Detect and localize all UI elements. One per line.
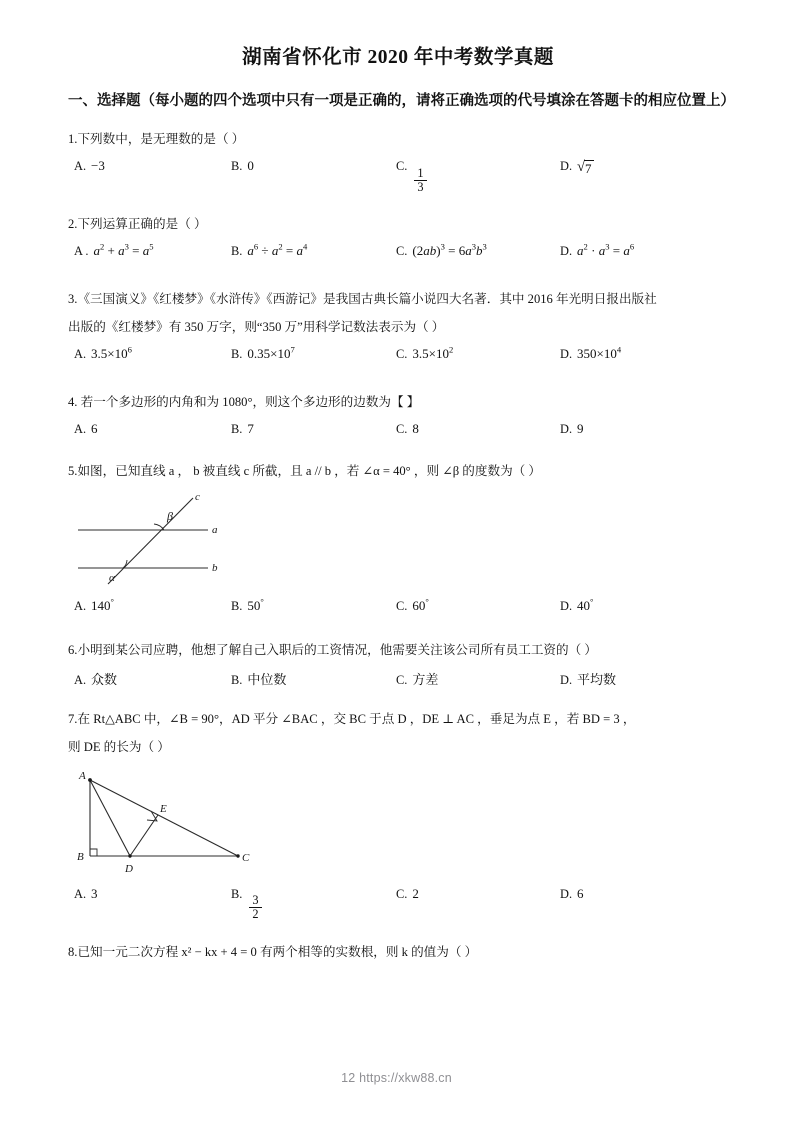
option-label: B. (231, 599, 243, 614)
option-value: 7 (247, 420, 254, 436)
question-8-stem: 8.已知一元二次方程 x² − kx + 4 = 0 有两个相等的实数根，则 k 的值为（ ） (68, 944, 478, 959)
option-value: 3 (91, 885, 98, 901)
option-value: $a^2 + a^3 = a^5$ (93, 242, 154, 259)
label-c-vertex: C (242, 851, 250, 864)
option-value: $350\times 10^4$ (577, 344, 622, 361)
parallel-lines-transversal-diagram (68, 488, 318, 588)
question-4-option-c[interactable] (396, 421, 419, 437)
question-2-stem: 2.下列运算正确的是（ ） (68, 217, 207, 232)
right-triangle-abc-diagram (68, 768, 318, 878)
line-c (108, 498, 193, 584)
page-content (68, 44, 735, 965)
option-label: B. (231, 421, 243, 436)
question-4-option-b[interactable] (231, 421, 254, 437)
option-label: B. (231, 159, 243, 174)
option-label: B. (231, 244, 243, 259)
option-label: D. (560, 673, 573, 688)
question-3-option-a[interactable] (74, 346, 132, 362)
option-value: 0 (247, 158, 254, 174)
question-7-option-b[interactable] (231, 886, 264, 922)
option-label: B. (231, 886, 243, 901)
question-7-option-c[interactable] (396, 886, 419, 902)
label-c: c (195, 491, 200, 504)
question-4-options (68, 421, 728, 449)
question-5-stem: 5.如图，已知直线 a ， b 被直线 c 所截，且 a // b ，若 ∠α = 40° ，则 ∠β 的度数为（ ） (68, 463, 542, 478)
vertex-dot-c (236, 854, 239, 857)
question-6-option-a[interactable] (74, 669, 117, 688)
question-1-options (68, 158, 728, 202)
question-5-option-b[interactable] (231, 598, 264, 614)
option-value: $3.5\times 10^6$ (91, 344, 132, 361)
question-5-option-a[interactable] (74, 598, 114, 614)
question-3-option-d[interactable] (560, 346, 621, 362)
label-a: a (212, 524, 218, 537)
vertex-dot-d (128, 854, 131, 857)
question-1-stem: 1.下列数中，是无理数的是（ ） (68, 132, 245, 147)
question-3-option-c[interactable] (396, 346, 453, 362)
question-7-stem-line-1: 7.在 Rt△ABC 中，∠B = 90°，AD 平分 ∠BAC ，交 BC 于点 D ，DE ⊥ AC ，垂足为点 E ，若 BD = 3 ， (68, 712, 636, 727)
question-5-option-d[interactable] (560, 598, 593, 614)
question-7-option-d[interactable] (560, 886, 584, 902)
label-beta: β (167, 509, 173, 524)
option-value: $\frac{3}{2}$ (247, 886, 263, 922)
question-5-options (68, 598, 728, 628)
option-label: D. (560, 244, 573, 259)
question-5-option-c[interactable] (396, 598, 429, 614)
label-d-vertex: D (125, 862, 133, 875)
option-label: A. (74, 673, 87, 688)
question-6-option-b[interactable] (231, 669, 286, 688)
right-angle-mark-b (90, 849, 97, 856)
option-label: C. (396, 159, 408, 174)
question-6-options (68, 669, 728, 697)
question-3-option-b[interactable] (231, 346, 295, 362)
question-1-option-a[interactable] (74, 158, 105, 174)
question-4-option-d[interactable] (560, 421, 584, 437)
option-value: $a^2 \cdot a^3 = a^6$ (577, 242, 635, 259)
page-title: 湖南省怀化市 2020 年中考数学真题 (242, 47, 554, 68)
segment-ad (90, 780, 130, 856)
page-footer: 12 https://xkw88.cn (341, 1071, 452, 1085)
option-value: 平均数 (577, 672, 617, 688)
option-value: 50° (247, 596, 264, 614)
option-value: −3 (91, 158, 105, 174)
question-2-option-d[interactable] (560, 243, 634, 259)
option-value: $\frac{1}{3}$ (412, 158, 428, 194)
option-value: $a^6 \div a^2 = a^4$ (247, 242, 308, 259)
option-label: C. (396, 421, 408, 436)
question-2-option-c[interactable] (396, 243, 487, 259)
option-label: D. (560, 346, 573, 361)
option-value: 6 (91, 420, 98, 436)
option-label: C. (396, 886, 408, 901)
option-value: √ 7 (577, 158, 592, 176)
segment-ac (90, 780, 238, 856)
option-label: B. (231, 673, 243, 688)
section-heading: 一、选择题（每小题的四个选项中只有一项是正确的，请将正确选项的代号填涂在答题卡的相应位置上） (68, 93, 735, 110)
label-e-vertex: E (160, 802, 167, 815)
option-value: 40° (577, 596, 594, 614)
question-2-options (68, 243, 728, 277)
option-label: A. (74, 421, 87, 436)
option-value: $0.35\times 10^7$ (247, 344, 295, 361)
question-4-stem: 4. 若一个多边形的内角和为 1080°，则这个多边形的边数为【 】 (68, 394, 420, 409)
option-value: $(2ab)^3 = 6a^3b^3$ (412, 242, 487, 259)
question-7-options (68, 886, 728, 930)
option-value: 众数 (91, 672, 118, 688)
option-value: 9 (577, 420, 584, 436)
option-label: B. (231, 346, 243, 361)
option-value: 8 (412, 420, 419, 436)
question-3-options (68, 346, 728, 380)
option-value: 140° (91, 596, 114, 614)
option-value: 60° (412, 596, 429, 614)
option-label: C. (396, 599, 408, 614)
label-b: b (212, 562, 218, 575)
question-1-option-c[interactable] (396, 158, 429, 194)
option-label: D. (560, 886, 573, 901)
option-label: A. (74, 346, 87, 361)
option-value: 2 (412, 885, 419, 901)
label-b-vertex: B (77, 850, 84, 863)
option-label: D. (560, 421, 573, 436)
question-2-option-b[interactable] (231, 243, 307, 259)
segment-de (130, 815, 158, 856)
question-7-option-a[interactable] (74, 886, 98, 902)
vertex-dot-a (88, 778, 92, 782)
question-7-stem-line-2: 则 DE 的长为（ ） (68, 739, 170, 754)
question-1-option-b[interactable] (231, 158, 254, 174)
question-6-option-c[interactable] (396, 669, 438, 688)
question-1-option-d[interactable] (560, 158, 594, 176)
option-value: $3.5\times 10^2$ (412, 344, 454, 361)
option-value: 中位数 (247, 672, 287, 688)
question-3-stem-line-1: 3.《三国演义》《红楼梦》《水浒传》《西游记》是我国古典长篇小说四大名著．其中 2016 年光明日报出版社 (68, 292, 657, 307)
question-7-figure (68, 768, 728, 878)
option-label: A. (74, 159, 87, 174)
option-label: A. (74, 886, 87, 901)
option-label: C. (396, 346, 408, 361)
option-label: A . (74, 244, 89, 259)
option-label: C. (396, 244, 408, 259)
question-6-option-d[interactable] (560, 669, 616, 688)
option-value: 方差 (412, 672, 439, 688)
option-label: C. (396, 673, 408, 688)
label-a-vertex: A (79, 769, 86, 782)
question-6-stem: 6.小明到某公司应聘，他想了解自己入职后的工资情况，他需要关注该公司所有员工工资的（ ） (68, 643, 597, 658)
option-label: D. (560, 599, 573, 614)
option-label: D. (560, 159, 573, 174)
option-label: A. (74, 599, 87, 614)
question-2-option-a[interactable] (74, 243, 154, 259)
question-3-stem-line-2: 出版的《红楼梦》有 350 万字，则“350 万”用科学记数法表示为（ ） (68, 319, 445, 334)
label-alpha: α (109, 572, 115, 585)
question-5-figure (68, 488, 728, 588)
option-value: 6 (577, 885, 584, 901)
question-4-option-a[interactable] (74, 421, 98, 437)
